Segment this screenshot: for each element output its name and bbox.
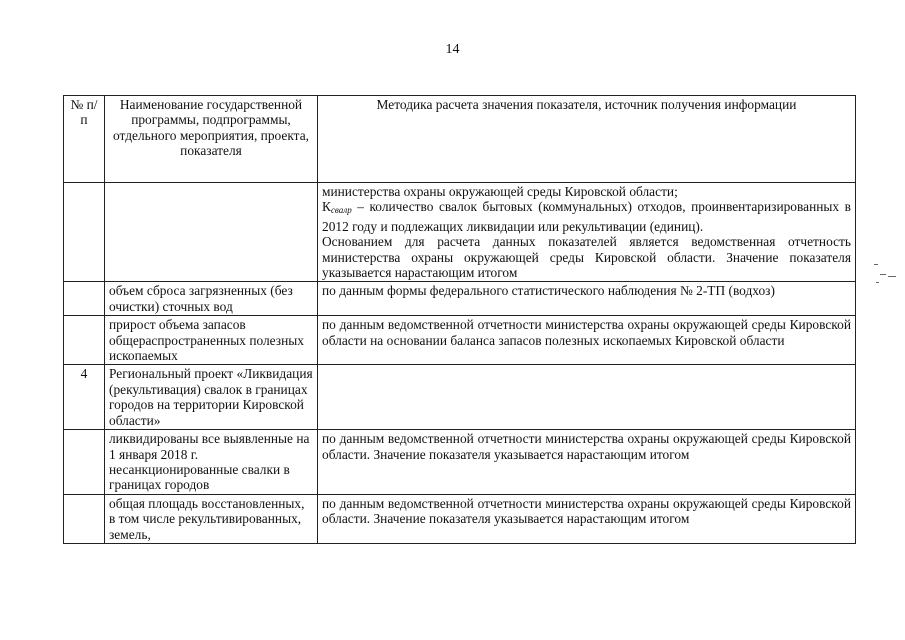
- row-method: [318, 183, 856, 282]
- row-name: [105, 183, 318, 282]
- page-number: 14: [445, 42, 460, 57]
- row-name: ликвидированы все выявленные на 1 января 2018 г. несанкционированные свалки в границах городов: [105, 430, 318, 495]
- scan-marks: [872, 262, 902, 292]
- table-row: [64, 183, 856, 282]
- row-method: по данным формы федерального статистического наблюдения № 2-ТП (водхоз): [318, 282, 856, 316]
- table-row: [64, 430, 856, 495]
- row-num: [64, 316, 105, 365]
- row-method: по данным ведомственной отчетности министерства охраны окружающей среды Кировской области на основании баланса запасов полезных ископаемых Кировской области: [318, 316, 856, 365]
- method-text-formula: [322, 199, 851, 234]
- row-method: [318, 365, 856, 430]
- row-method: по данным ведомственной отчетности министерства охраны окружающей среды Кировской области. Значение показателя указывается нарастающим итогом: [318, 430, 856, 495]
- table-row: [64, 282, 856, 316]
- k-definition: – количество свалок бытовых (коммунальных) отходов, проинвентаризированных в 2012 году и подлежащих ликвидации или рекультивации (единиц).: [322, 199, 851, 234]
- table-row: [64, 365, 856, 430]
- row-name: Региональный проект «Ликвидация (рекультивация) свалок в границах городов на территории Кировской области»: [105, 365, 318, 430]
- table-row: [64, 494, 856, 543]
- row-name: объем сброса загрязненных (без очистки) сточных вод: [105, 282, 318, 316]
- row-num: [64, 494, 105, 543]
- header-name: Наименование государственной программы, подпрограммы, отдельного мероприятия, проекта, показателя: [105, 96, 318, 183]
- row-num: 4: [64, 365, 105, 430]
- row-method: по данным ведомственной отчетности министерства охраны окружающей среды Кировской области. Значение показателя указывается нарастающим итогом: [318, 494, 856, 543]
- method-text: Основанием для расчета данных показателей является ведомственная отчетность министерства охраны окружающей среды Кировской области. Значение показателя указывается нарастающим итогом: [322, 234, 851, 281]
- row-name: общая площадь восстановленных, в том числе рекультивированных, земель,: [105, 494, 318, 543]
- row-num: [64, 183, 105, 282]
- k-subscript: свалр: [330, 205, 352, 216]
- header-num: № п/п: [64, 96, 105, 183]
- k-symbol: К: [322, 199, 331, 215]
- row-num: [64, 282, 105, 316]
- method-text: министерства охраны окружающей среды Кировской области;: [322, 184, 678, 199]
- row-name: прирост объема запасов общераспространенных полезных ископаемых: [105, 316, 318, 365]
- header-method: Методика расчета значения показателя, источник получения информации: [318, 96, 856, 183]
- methodology-table: [63, 95, 856, 544]
- table-row: [64, 316, 856, 365]
- row-num: [64, 430, 105, 495]
- table-header-row: [64, 96, 856, 183]
